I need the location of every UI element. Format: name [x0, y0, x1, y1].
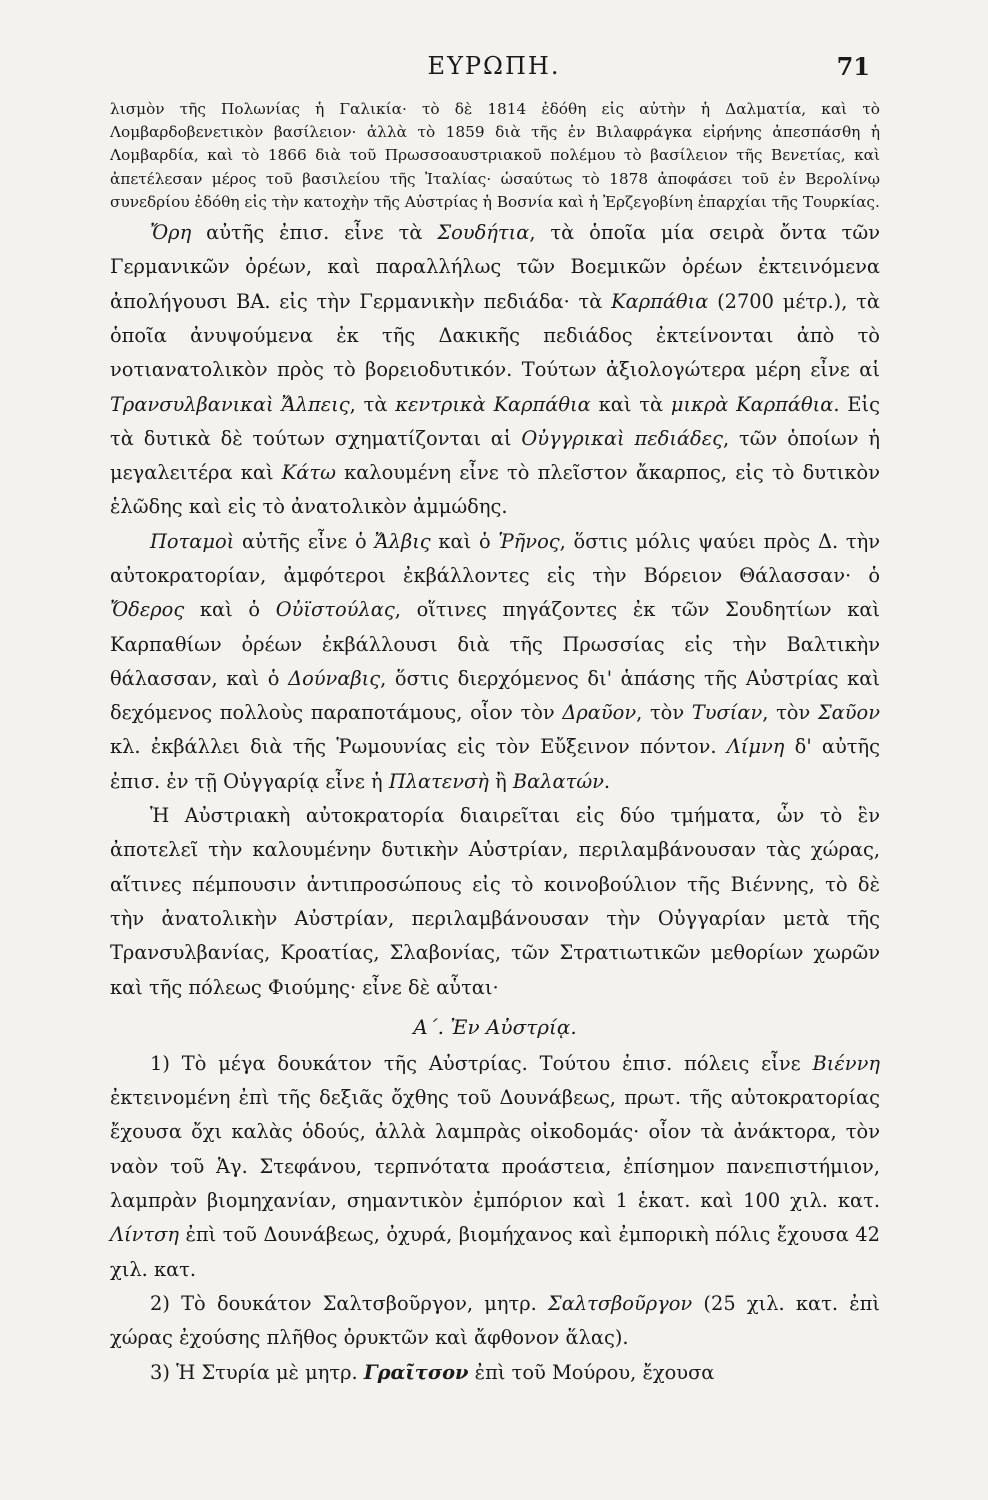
item-1-austria: 1) Τὸ μέγα δουκάτον τῆς Αὐστρίας. Τούτου ἐπισ. πόλεις εἶνε Βιέννη ἐκτεινομένη ἐπὶ τῆς δεξιᾶς ὄχθης τοῦ Δουνάβεως, πρωτ. τῆς αὐτοκρατορίας ἔχουσα ὄχι καλὰς ὁδούς, ἀλλὰ λαμπρὰς οἰκοδομάς· οἷον τὰ ἀνάκτορα, τὸν ναὸν τοῦ Ἁγ. Στεφάνου, τερπνότατα προάστεια, ἐπίσημον πανεπιστήμιον, λαμπρὰν βιομηχανίαν, σημαντικὸν ἐμπόριον καὶ 1 ἑκατ. καὶ 100 χιλ. κατ. Λίντση ἐπὶ τοῦ Δουνάβεως, ὀχυρά, βιομήχανος καὶ ἐμπορικὴ πόλις ἔχουσα 42 χιλ. κατ. [110, 1051, 880, 1281]
term-rivers: Ποταμοὶ [150, 529, 235, 553]
paragraph-rivers: Ποταμοὶ αὐτῆς εἶνε ὁ Ἄλβις καὶ ὁ Ῥῆνος, ὅστις μόλις ψαύει πρὸς Δ. τὴν αὐτοκρατορίαν, ἀμφότεροι ἐκβάλλοντες εἰς τὴν Βόρειον Θάλασσαν· ὁ Ὄδερος καὶ ὁ Οὐϊστούλας, οἵτινες πηγάζοντες ἐκ τῶν Σουδητίων καὶ Καρπαθίων ὀρέων ἐκβάλλουσι διὰ τῆς Πρωσσίας εἰς τὴν Βαλτικὴν θάλασσαν, καὶ ὁ Δούναβις, ὅστις διερχόμενος δι' ἁπάσης τῆς Αὐστρίας καὶ δεχόμενος πολλοὺς παραποτάμους, οἷον τὸν Δραῦον, τὸν Τυσίαν, τὸν Σαῦον κλ. ἐκβάλλει διὰ τῆς Ῥωμουνίας εἰς τὸν Εὔξεινον πόντον. Λίμνη δ' αὐτῆς ἐπισ. ἐν τῇ Οὐγγαρίᾳ εἶνε ἡ Πλατενσὴ ἢ Βαλατών. [110, 529, 881, 793]
page-header [0, 50, 988, 90]
paragraph-mountains: Ὄρη αὐτῆς ἐπισ. εἶνε τὰ Σουδήτια, τὰ ὁποῖα μία σειρὰ ὄντα τῶν Γερμανικῶν ὀρέων, καὶ παραλλήλως τῶν Βοεμικῶν ὀρέων ἐκτεινόμενα ἀπολήγουσι ΒΑ. εἰς τὴν Γερμανικὴν πεδιάδα· τὰ Καρπάθια (2700 μέτρ.), τὰ ὁποῖα ἀνυψούμενα ἐκ τῆς Δακικῆς πεδιάδος ἐκτείνονται ἀπὸ τὸ νοτιανατολικὸν πρὸς τὸ βορειοδυτικόν. Τούτων ἀξιολογώτερα μέρη εἶνε αἱ Τρανσυλβανικαὶ Ἄλπεις, τὰ κεντρικὰ Καρπάθια καὶ τὰ μικρὰ Καρπάθια. Εἰς τὰ δυτικὰ δὲ τούτων σχηματίζονται αἱ Οὐγγρικαὶ πεδιάδες, τῶν ὁποίων ἡ μεγαλειτέρα καὶ Κάτω καλουμένη εἶνε τὸ πλεῖστον ἄκαρπος, εἰς τὸ δυτικὸν ἑλῶδης καὶ εἰς τὸ ἀνατολικὸν ἀμμώδης. [110, 221, 880, 519]
page-number: 71 [836, 52, 870, 81]
item-3-styria: 3) Ἡ Στυρία μὲ μητρ. Γραῖτσον ἐπὶ τοῦ Μούρου, ἔχουσα [150, 1360, 715, 1384]
running-title: ΕΥΡΩΠΗ. [427, 52, 561, 80]
page-body [110, 98, 880, 1390]
term-mountains: Ὄρη [150, 221, 192, 245]
section-heading: Α΄. Ἐν Αὐστρίᾳ. [413, 1014, 577, 1039]
paragraph-division: Ἡ Αὐστριακὴ αὐτοκρατορία διαιρεῖται εἰς δύο τμήματα, ὧν τὸ ἓν ἀποτελεῖ τὴν καλουμένην δυτικὴν Αὐστρίαν, περιλαμβάνουσαν τὰς χώρας, αἵτινες πέμπουσιν ἀντιπροσώπους εἰς τὸ κοινοβούλιον τῆς Βιέννης, τὸ δὲ τὴν ἀνατολικὴν Αὐστρίαν, περιλαμβάνουσαν τὴν Οὐγγαρίαν μετὰ τῆς Τρανσυλβανίας, Κροατίας, Σλαβονίας, τῶν Στρατιωτικῶν μεθορίων χωρῶν καὶ τῆς πόλεως Φιούμης· εἶνε δὲ αὗται· [110, 804, 880, 999]
item-2-salzburg: 2) Τὸ δουκάτον Σαλτσβοῦργον, μητρ. Σαλτσβοῦργον (25 χιλ. κατ. ἐπὶ χώρας ἐχούσης πλῆθος ὀρυκτῶν καὶ ἄφθονον ἅλας). [110, 1291, 880, 1350]
paragraph-history: λισμὸν τῆς Πολωνίας ἡ Γαλικία· τὸ δὲ 1814 ἐδόθη εἰς αὐτὴν ἡ Δαλματία, καὶ τὸ Λομβαρδοβενετικὸν βασίλειον· ἀλλὰ τὸ 1859 διὰ τῆς ἐν Βιλαφράγκα εἰρήνης ἀπεσπάσθη ἡ Λομβαρδία, καὶ τὸ 1866 διὰ τοῦ Πρωσσοαυστριακοῦ πολέμου τὸ βασίλειον τῆς Βενετίας, καὶ ἀπετέλεσαν μέρος τοῦ βασιλείου τῆς Ἰταλίας· ὡσαύτως τὸ 1878 ἀποφάσει τοῦ ἐν Βερολίνῳ συνεδρίου ἐδόθη εἰς τὴν κατοχὴν τῆς Αὐστρίας ἡ Βοσνία καὶ ἡ Ἐρζεγοβίνη ἐπαρχίαι τῆς Τουρκίας. [110, 100, 880, 211]
